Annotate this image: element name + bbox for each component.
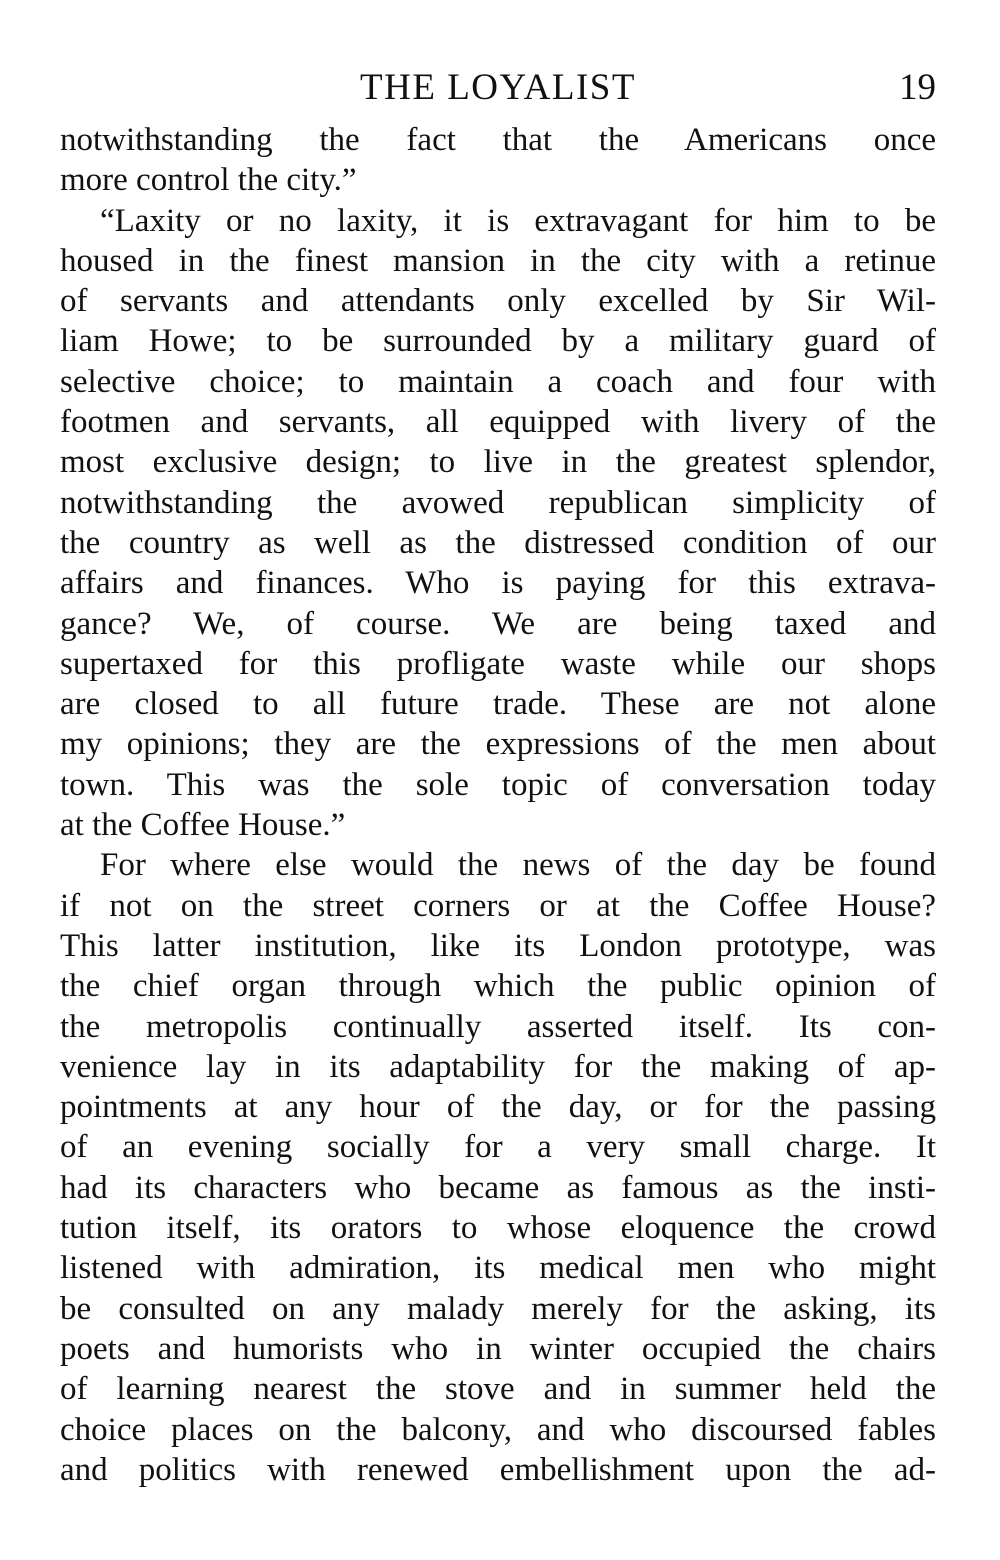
text-line: most exclusive design; to live in the greatest splendor, [60,444,936,481]
page-number: 19 [899,67,936,108]
text-line: “Laxity or no laxity, it is extravagant for him to be [100,202,936,239]
text-line: of servants and attendants only excelled by Sir Wil- [60,283,936,320]
text-line: of an evening socially for a very small charge. It [60,1129,936,1166]
text-line: the chief organ through which the public opinion of [60,968,936,1005]
text-line: listened with admiration, its medical men who might [60,1250,936,1287]
text-line: housed in the finest mansion in the city with a retinue [60,242,936,279]
text-line: town. This was the sole topic of conversation today [60,766,936,803]
text-line: tution itself, its orators to whose eloquence the crowd [60,1210,936,1247]
text-line: at the Coffee House.” [60,807,346,844]
text-line: if not on the street corners or at the Coffee House? [60,887,936,924]
text-line: the metropolis continually asserted itself. Its con- [60,1008,936,1045]
text-line: poets and humorists who in winter occupied the chairs [60,1330,936,1367]
text-line: supertaxed for this profligate waste while our shops [60,645,936,682]
text-line: and politics with renewed embellishment upon the ad- [60,1451,936,1488]
text-line: notwithstanding the avowed republican simplicity of [60,484,936,521]
text-line: the country as well as the distressed condition of our [60,524,936,561]
running-head [60,62,936,114]
text-line: be consulted on any malady merely for the asking, its [60,1290,936,1327]
text-line: are closed to all future trade. These are not alone [60,686,936,723]
text-line: affairs and finances. Who is paying for this extrava- [60,565,936,602]
text-line: gance? We, of course. We are being taxed and [60,605,936,642]
text-line: pointments at any hour of the day, or for the passing [60,1089,936,1126]
text-line: selective choice; to maintain a coach and four with [60,363,936,400]
text-line: choice places on the balcony, and who discoursed fables [60,1411,936,1448]
text-line: For where else would the news of the day be found [100,847,936,884]
text-line: liam Howe; to be surrounded by a military guard of [60,323,936,360]
text-line: This latter institution, like its London prototype, was [60,927,936,964]
text-line: more control the city.” [60,162,357,199]
text-line: venience lay in its adaptability for the making of ap- [60,1048,936,1085]
text-line: of learning nearest the stove and in summer held the [60,1371,936,1408]
text-line: notwithstanding the fact that the Americans once [60,122,936,158]
text-line: my opinions; they are the expressions of the men about [60,726,936,763]
running-title: THE LOYALIST [360,67,636,108]
text-line: footmen and servants, all equipped with livery of the [60,404,936,441]
text-line: had its characters who became as famous as the insti- [60,1169,936,1206]
body-text [60,120,936,1490]
book-page [60,62,936,1490]
